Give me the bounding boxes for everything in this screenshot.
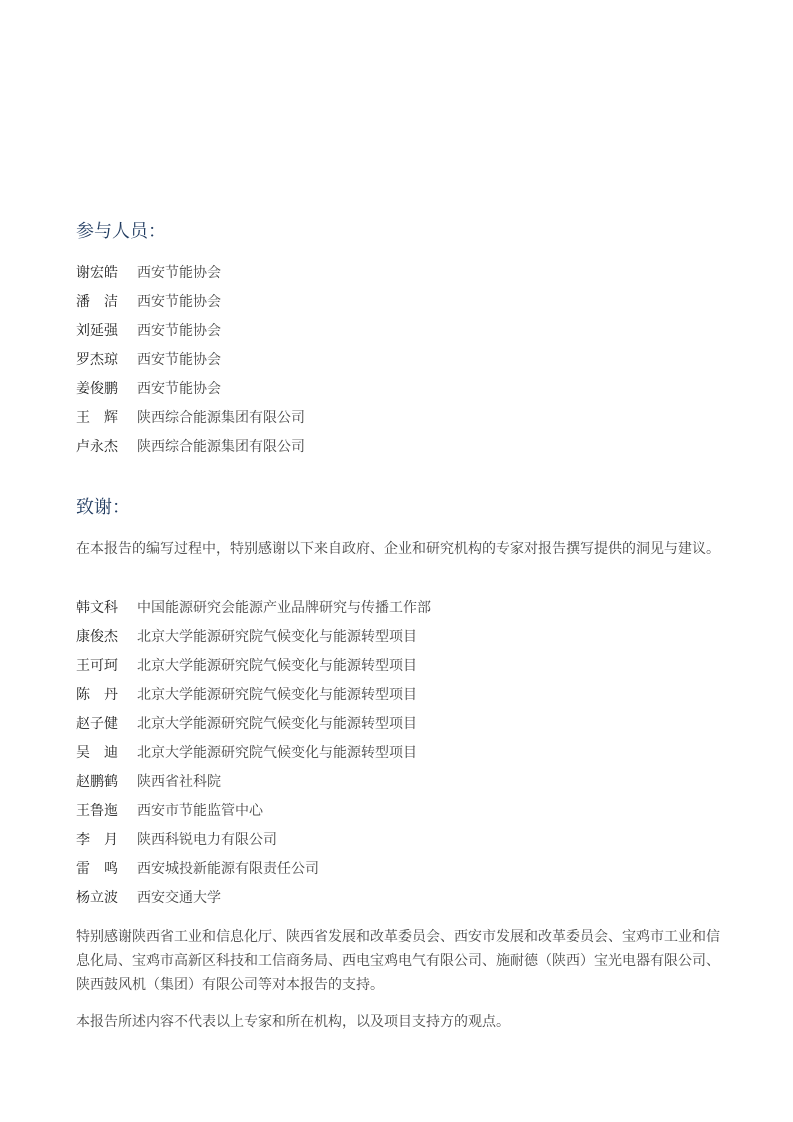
acknowledgements-title: 致谢： — [76, 497, 130, 518]
participant-name: 谢宏皓 — [76, 264, 118, 281]
expert-org: 西安交通大学 — [137, 889, 221, 906]
expert-name: 康俊杰 — [76, 628, 118, 645]
expert-name: 赵鹏鹤 — [76, 773, 118, 790]
support-paragraph: 特别感谢陕西省工业和信息化厅、陕西省发展和改革委员会、西安市发展和改革委员会、宝鸡市工业和信息化局、宝鸡市高新区科技和工信商务局、西电宝鸡电气有限公司、施耐德（陕西）宝光电器有限公司、陕西鼓风机（集团）有限公司等对本报告的支持。 — [76, 929, 720, 993]
disclaimer-paragraph: 本报告所述内容不代表以上专家和所在机构，以及项目支持方的观点。 — [76, 1014, 510, 1030]
acknowledgements-list — [76, 593, 431, 912]
expert-org: 中国能源研究会能源产业品牌研究与传播工作部 — [137, 599, 431, 616]
participant-name: 刘延强 — [76, 322, 118, 339]
expert-row — [76, 709, 431, 738]
expert-name: 王可珂 — [76, 657, 118, 674]
expert-row — [76, 738, 431, 767]
acknowledgements-intro: 在本报告的编写过程中，特别感谢以下来自政府、企业和研究机构的专家对报告撰写提供的洞见与建议。 — [76, 541, 720, 557]
participant-row — [76, 287, 305, 316]
participant-row — [76, 432, 305, 461]
expert-row — [76, 854, 431, 883]
participants-title: 参与人员： — [76, 221, 166, 242]
participant-row — [76, 258, 305, 287]
participant-org: 西安节能协会 — [137, 264, 221, 281]
participant-org: 西安节能协会 — [137, 293, 221, 310]
expert-row — [76, 680, 431, 709]
participant-name: 潘 洁 — [76, 293, 118, 310]
expert-row — [76, 883, 431, 912]
expert-org: 北京大学能源研究院气候变化与能源转型项目 — [137, 628, 417, 645]
participant-row — [76, 374, 305, 403]
participant-org: 陕西综合能源集团有限公司 — [137, 409, 305, 426]
expert-name: 赵子健 — [76, 715, 118, 732]
expert-org: 陕西科锐电力有限公司 — [137, 831, 277, 848]
participant-org: 西安节能协会 — [137, 322, 221, 339]
expert-row — [76, 825, 431, 854]
participants-list — [76, 258, 305, 461]
expert-row — [76, 651, 431, 680]
participant-name: 罗杰琼 — [76, 351, 118, 368]
participant-row — [76, 345, 305, 374]
expert-org: 陕西省社科院 — [137, 773, 221, 790]
participant-name: 姜俊鹏 — [76, 380, 118, 397]
expert-row — [76, 796, 431, 825]
participant-org: 西安节能协会 — [137, 380, 221, 397]
participant-org: 西安节能协会 — [137, 351, 221, 368]
expert-name: 雷 鸣 — [76, 860, 118, 877]
expert-name: 吴 迪 — [76, 744, 118, 761]
expert-name: 杨立波 — [76, 889, 118, 906]
expert-org: 北京大学能源研究院气候变化与能源转型项目 — [137, 657, 417, 674]
expert-name: 李 月 — [76, 831, 118, 848]
expert-name: 陈 丹 — [76, 686, 118, 703]
expert-row — [76, 622, 431, 651]
expert-name: 韩文科 — [76, 599, 118, 616]
expert-row — [76, 767, 431, 796]
participant-row — [76, 316, 305, 345]
expert-org: 西安城投新能源有限责任公司 — [137, 860, 319, 877]
participant-name: 王 辉 — [76, 409, 118, 426]
expert-org: 西安市节能监管中心 — [137, 802, 263, 819]
expert-org: 北京大学能源研究院气候变化与能源转型项目 — [137, 744, 417, 761]
participant-name: 卢永杰 — [76, 438, 118, 455]
participant-row — [76, 403, 305, 432]
expert-org: 北京大学能源研究院气候变化与能源转型项目 — [137, 715, 417, 732]
expert-row — [76, 593, 431, 622]
expert-name: 王鲁迤 — [76, 802, 118, 819]
expert-org: 北京大学能源研究院气候变化与能源转型项目 — [137, 686, 417, 703]
participant-org: 陕西综合能源集团有限公司 — [137, 438, 305, 455]
